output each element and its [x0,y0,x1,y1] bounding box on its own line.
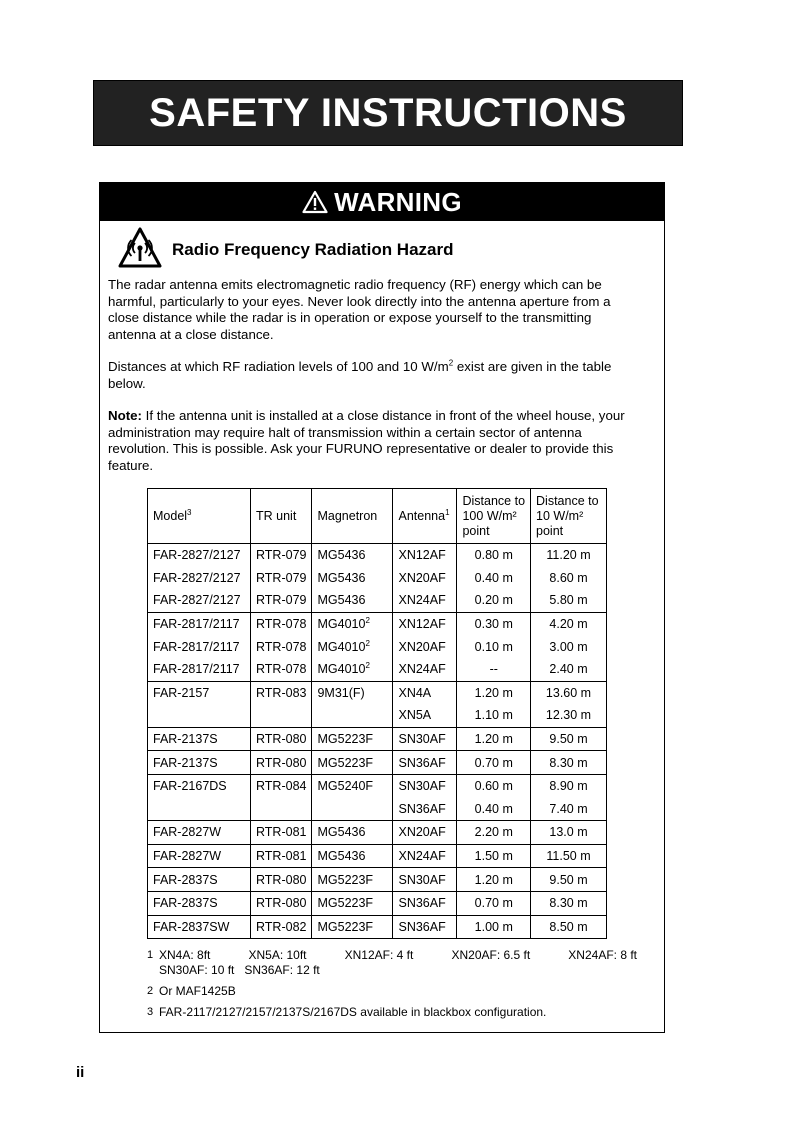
cell-antenna: XN12AF [393,612,457,635]
hazard-title: Radio Frequency Radiation Hazard [172,240,454,259]
cell-antenna: XN24AF [393,658,457,681]
cell-antenna: XN24AF [393,589,457,612]
cell-model: FAR-2827/2127 [148,589,251,612]
cell-antenna: SN36AF [393,751,457,775]
cell-model [148,798,251,821]
cell-distance-100: 1.20 m [457,681,531,704]
cell-model: FAR-2137S [148,751,251,775]
cell-model: FAR-2827W [148,844,251,868]
cell-distance-10: 8.90 m [531,774,607,797]
cell-distance-100: 0.70 m [457,891,531,915]
cell-model: FAR-2167DS [148,774,251,797]
table-row [148,844,607,868]
cell-model: FAR-2837S [148,891,251,915]
warning-label: WARNING [334,186,462,217]
cell-magnetron: MG5223F [312,868,393,892]
cell-magnetron: MG5436 [312,821,393,845]
cell-tr-unit: RTR-081 [251,821,312,845]
cell-tr-unit [251,704,312,727]
cell-magnetron: MG5223F [312,751,393,775]
table-row [148,544,607,567]
cell-antenna: XN20AF [393,635,457,658]
cell-tr-unit: RTR-078 [251,635,312,658]
cell-distance-100: 0.40 m [457,798,531,821]
cell-antenna: XN20AF [393,567,457,590]
footnotes [147,948,647,1026]
cell-magnetron: MG5223F [312,727,393,751]
table-row [148,727,607,751]
cell-model: FAR-2837SW [148,915,251,939]
cell-magnetron: MG5223F [312,915,393,939]
cell-antenna: XN20AF [393,821,457,845]
cell-model: FAR-2157 [148,681,251,704]
header-distance-100: Distance to 100 W/m² point [457,489,531,544]
table-row [148,774,607,797]
cell-distance-10: 3.00 m [531,635,607,658]
cell-tr-unit: RTR-082 [251,915,312,939]
cell-distance-10: 8.30 m [531,751,607,775]
warning-header [100,183,664,221]
cell-magnetron: MG4010$^2$ [312,635,393,658]
cell-distance-10: 11.50 m [531,844,607,868]
cell-distance-100: 1.50 m [457,844,531,868]
cell-magnetron: MG5436 [312,567,393,590]
cell-tr-unit: RTR-080 [251,868,312,892]
cell-distance-100: 0.30 m [457,612,531,635]
cell-model: FAR-2837S [148,868,251,892]
cell-distance-10: 13.0 m [531,821,607,845]
cell-distance-10: 13.60 m [531,681,607,704]
note-label: Note: [108,408,142,423]
cell-distance-100: 0.80 m [457,544,531,567]
table-row [148,868,607,892]
cell-antenna: SN36AF [393,915,457,939]
cell-distance-10: 9.50 m [531,727,607,751]
cell-distance-10: 9.50 m [531,868,607,892]
cell-distance-10: 4.20 m [531,612,607,635]
cell-model: FAR-2827/2127 [148,544,251,567]
cell-magnetron [312,704,393,727]
cell-tr-unit: RTR-079 [251,589,312,612]
footnote-3: 3 FAR-2117/2127/2157/2137S/2167DS available in blackbox configuration. [147,1005,547,1019]
cell-distance-10: 12.30 m [531,704,607,727]
cell-magnetron: MG4010$^2$ [312,612,393,635]
cell-distance-10: 11.20 m [531,544,607,567]
header-model: Model$^3$ [148,489,251,544]
footnote-2: 2 Or MAF1425B [147,984,236,998]
cell-distance-100: 0.20 m [457,589,531,612]
cell-magnetron: MG4010$^2$ [312,658,393,681]
table-row [148,704,607,727]
cell-model: FAR-2827/2127 [148,567,251,590]
table-row [148,589,607,612]
cell-distance-10: 8.30 m [531,891,607,915]
rf-warning-paragraph: The radar antenna emits electromagnetic radio frequency (RF) energy which can be harmful, particularly to your eyes. Never look directly into the antenna aperture from a close distance while the radar is in operation or expose yourself to the transmitting antenna at a close distance. [108,277,611,342]
warning-triangle-icon [302,190,328,214]
header-antenna: Antenna$^1$ [393,489,457,544]
table-row [148,567,607,590]
cell-distance-100: 1.10 m [457,704,531,727]
table-row [148,635,607,658]
page-number: ii [76,1064,85,1081]
table-row [148,915,607,939]
cell-distance-10: 8.50 m [531,915,607,939]
cell-magnetron: MG5436 [312,844,393,868]
cell-antenna: XN12AF [393,544,457,567]
cell-magnetron: MG5436 [312,544,393,567]
table-header-row [148,489,607,544]
cell-tr-unit: RTR-080 [251,891,312,915]
cell-tr-unit: RTR-084 [251,774,312,797]
cell-model: FAR-2137S [148,727,251,751]
cell-model: FAR-2817/2117 [148,612,251,635]
cell-model: FAR-2817/2117 [148,635,251,658]
cell-tr-unit: RTR-078 [251,612,312,635]
table-row [148,798,607,821]
cell-antenna: SN30AF [393,868,457,892]
cell-tr-unit: RTR-079 [251,567,312,590]
cell-antenna: SN36AF [393,891,457,915]
cell-antenna: XN24AF [393,844,457,868]
cell-tr-unit: RTR-079 [251,544,312,567]
note-paragraph: Note: If the antenna unit is installed at a close distance in front of the wheel house, your administration may require halt of transmission within a certain sector of antenna revolution. This is possible. Ask your FURUNO representative or dealer to provide this feature. [108,408,625,473]
cell-tr-unit [251,798,312,821]
table-row [148,751,607,775]
cell-magnetron: MG5436 [312,589,393,612]
radiation-hazard-icon [118,227,162,274]
cell-tr-unit: RTR-080 [251,751,312,775]
table-row [148,821,607,845]
cell-distance-100: -- [457,658,531,681]
cell-tr-unit: RTR-083 [251,681,312,704]
warning-box [99,182,665,1033]
cell-antenna: XN4A [393,681,457,704]
header-distance-10: Distance to 10 W/m² point [531,489,607,544]
cell-model: FAR-2817/2117 [148,658,251,681]
cell-magnetron [312,798,393,821]
rf-distance-table [147,488,607,939]
cell-distance-100: 0.60 m [457,774,531,797]
cell-magnetron: 9M31(F) [312,681,393,704]
cell-antenna: SN30AF [393,774,457,797]
cell-distance-100: 1.00 m [457,915,531,939]
header-tr-unit: TR unit [251,489,312,544]
footnote-1: 1 XN4A: 8ft XN5A: 10ft XN12AF: 4 ft XN20AF: 6.5 ft XN24AF: 8 ft SN30AF: 10 ft SN36AF: 12 ft [147,948,637,977]
cell-tr-unit: RTR-078 [251,658,312,681]
cell-antenna: SN36AF [393,798,457,821]
cell-magnetron: MG5240F [312,774,393,797]
table-row [148,891,607,915]
cell-tr-unit: RTR-080 [251,727,312,751]
page-title: SAFETY INSTRUCTIONS [149,90,627,135]
header-magnetron: Magnetron [312,489,393,544]
cell-distance-100: 1.20 m [457,727,531,751]
distances-paragraph: Distances at which RF radiation levels of 100 and 10 $W/m^2$ exist are given in the table below. [108,358,612,391]
cell-distance-100: 1.20 m [457,868,531,892]
cell-distance-100: 0.10 m [457,635,531,658]
cell-distance-100: 2.20 m [457,821,531,845]
cell-distance-100: 0.40 m [457,567,531,590]
table-row [148,658,607,681]
table-row [148,681,607,704]
cell-distance-10: 7.40 m [531,798,607,821]
cell-distance-10: 8.60 m [531,567,607,590]
cell-magnetron: MG5223F [312,891,393,915]
cell-antenna: XN5A [393,704,457,727]
cell-model: FAR-2827W [148,821,251,845]
cell-model [148,704,251,727]
cell-antenna: SN30AF [393,727,457,751]
hazard-heading [118,227,454,273]
safety-banner [93,80,683,146]
table-row [148,612,607,635]
cell-distance-10: 2.40 m [531,658,607,681]
cell-distance-100: 0.70 m [457,751,531,775]
cell-tr-unit: RTR-081 [251,844,312,868]
cell-distance-10: 5.80 m [531,589,607,612]
